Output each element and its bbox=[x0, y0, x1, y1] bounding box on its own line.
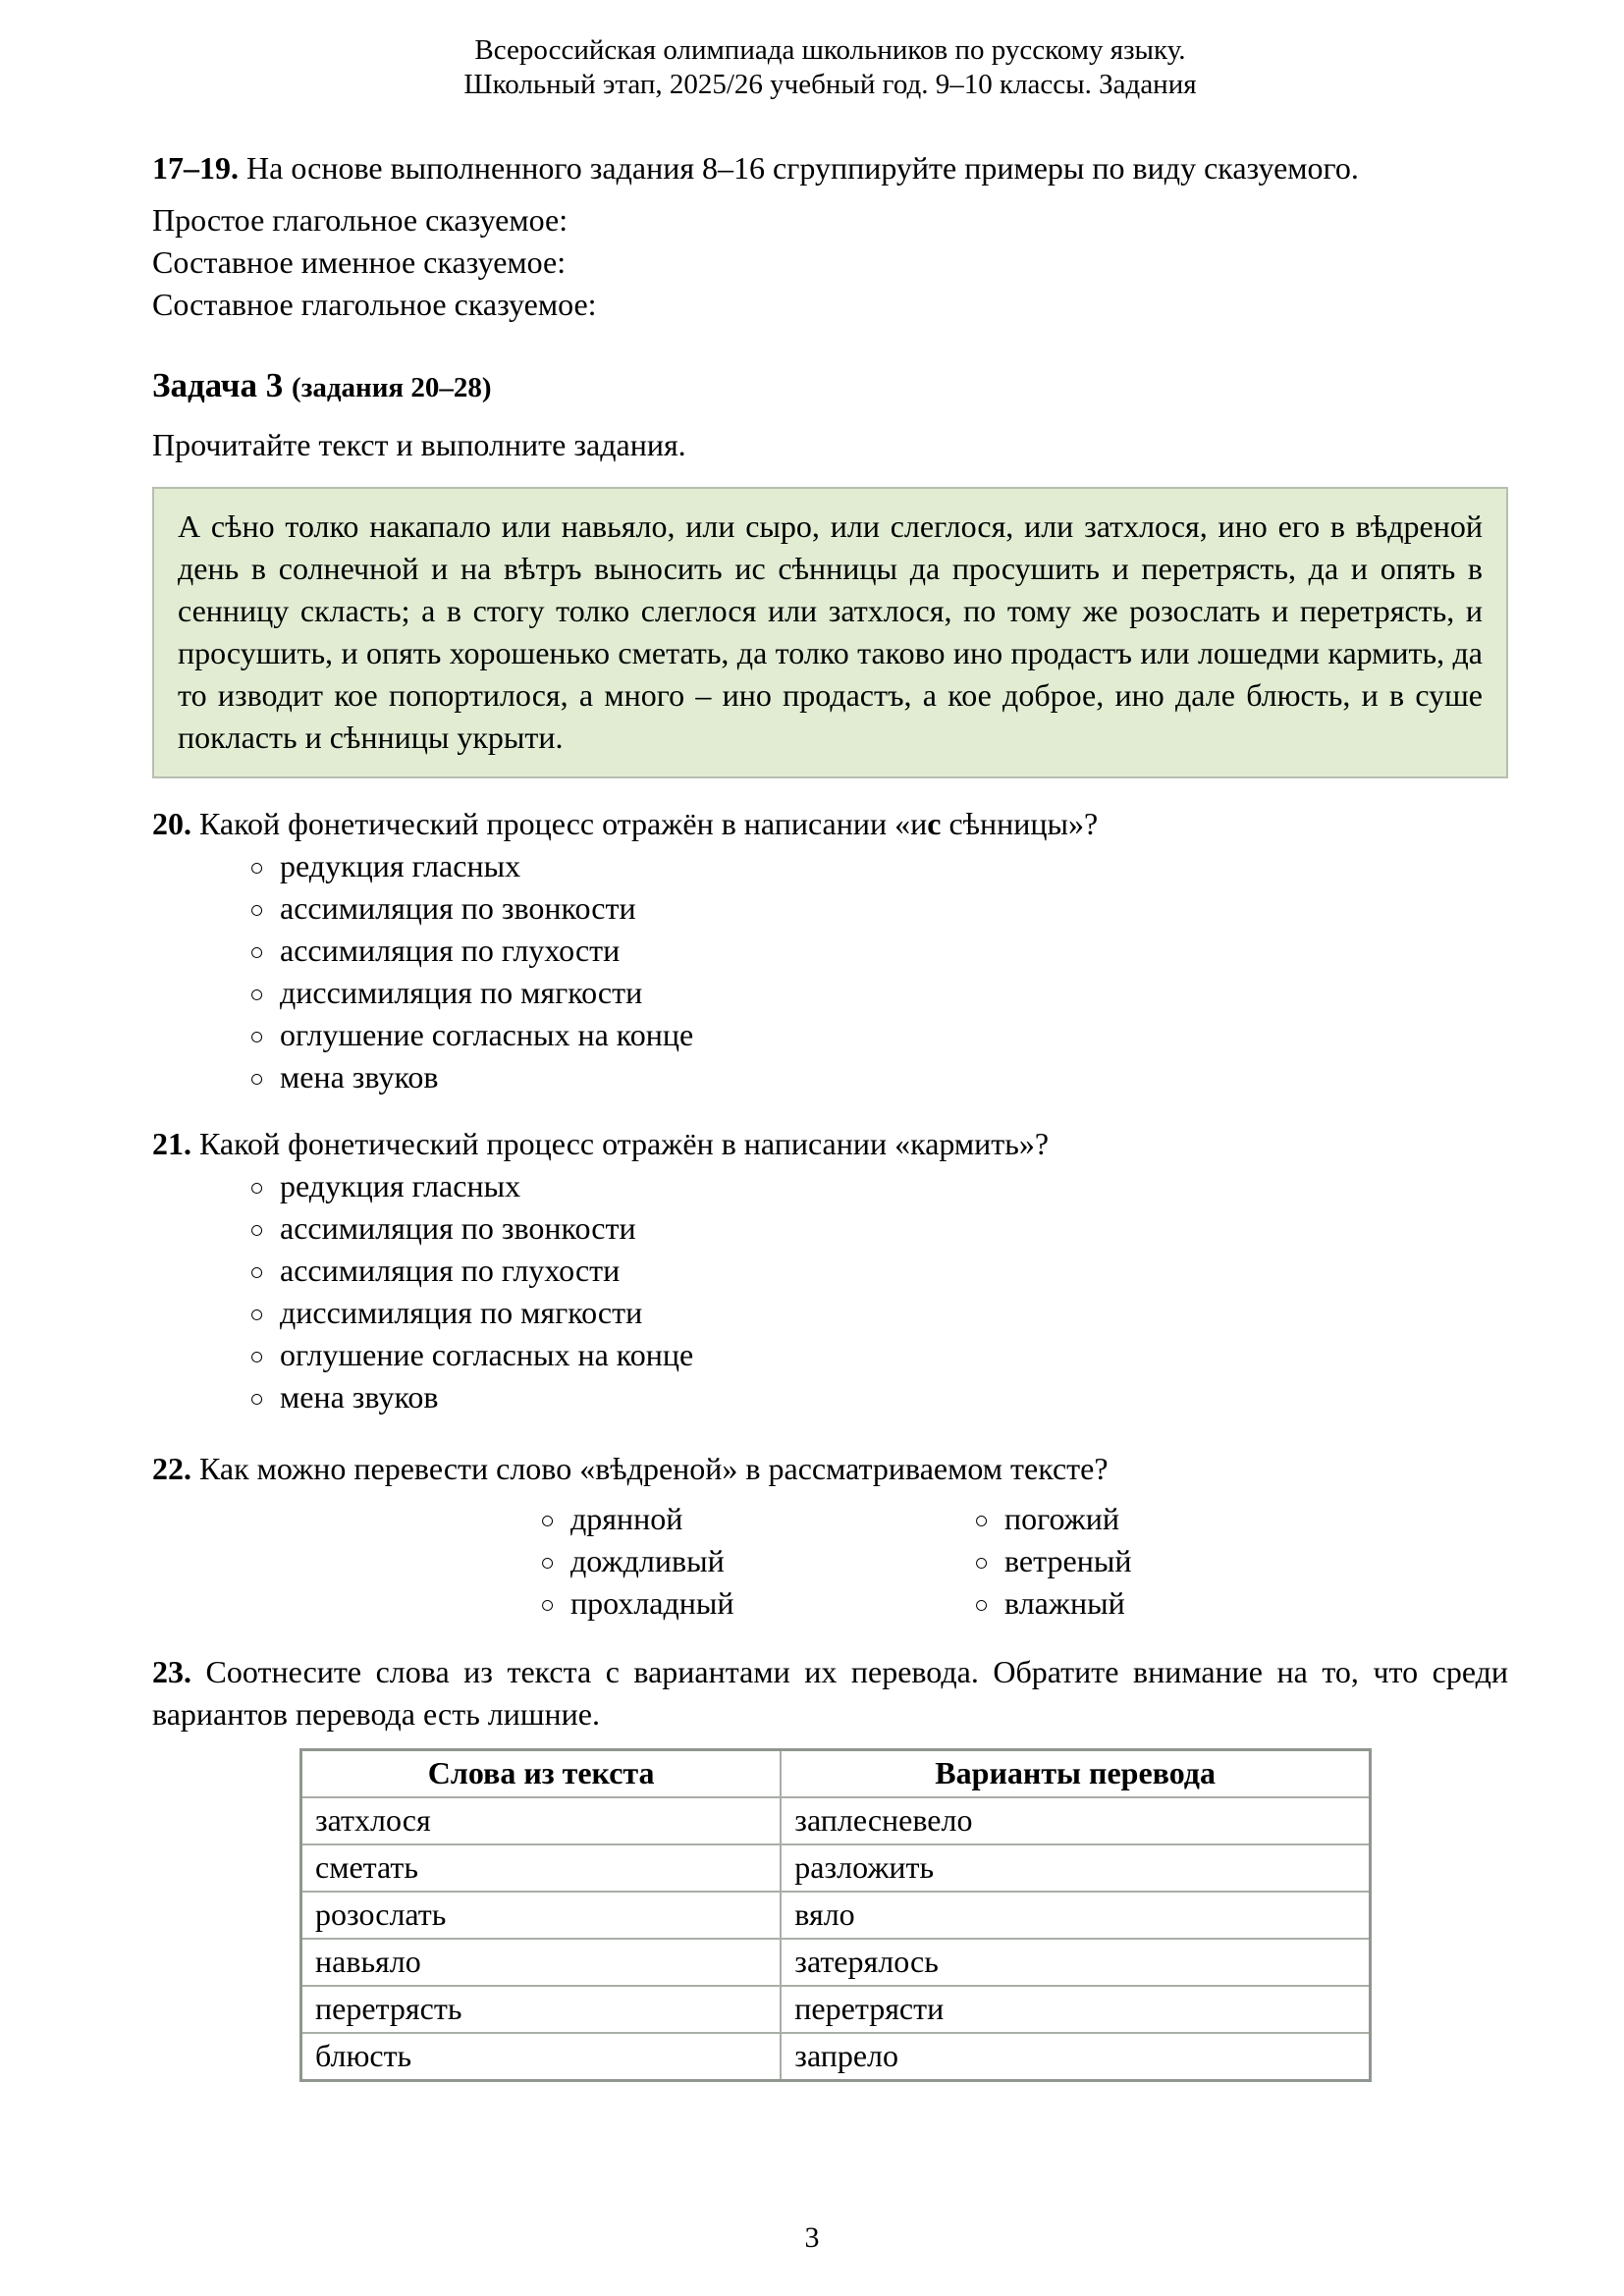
table-row bbox=[301, 1939, 1371, 1986]
question-20-options bbox=[152, 845, 1508, 1098]
option-row bbox=[249, 1165, 1508, 1207]
table-row bbox=[301, 1986, 1371, 2033]
word-cell: розослать bbox=[301, 1892, 782, 1939]
question-21-prompt: Какой фонетический процесс отражён в написании «кармить»? bbox=[199, 1126, 1050, 1161]
question-22 bbox=[152, 1448, 1508, 1490]
radio-circle-icon: ○ bbox=[249, 1175, 265, 1201]
question-21-number: 21. bbox=[152, 1126, 191, 1161]
word-cell: сметать bbox=[301, 1844, 782, 1892]
option-row bbox=[249, 887, 1508, 930]
radio-circle-icon: ○ bbox=[249, 1024, 265, 1050]
option-row bbox=[249, 972, 1508, 1014]
source-text-box bbox=[152, 487, 1508, 778]
option-row bbox=[249, 1056, 1508, 1098]
option-label: ассимиляция по глухости bbox=[280, 1253, 621, 1288]
word-cell: блюсть bbox=[301, 2033, 782, 2081]
task3-subtitle: (задания 20–28) bbox=[292, 372, 492, 403]
table-row bbox=[301, 1892, 1371, 1939]
radio-circle-icon: ○ bbox=[249, 939, 265, 966]
task-17-19-text: На основе выполненного задания 8–16 сгруппируйте примеры по виду сказуемого. bbox=[246, 150, 1359, 186]
option-row bbox=[249, 1292, 1508, 1334]
option-label: оглушение согласных на конце bbox=[280, 1017, 694, 1052]
source-text: А сѣно толко накапало или навьяло, или сыро, или слеглося, или затхлося, ино его в вѣдреной день в солнечной и на вѣтръ выносить ис сѣнницы да просушить и перетрясть, да и опять в сенницу скласть; а в стогу толко слеглося или затхлося, по тому же розослать и перетрясть, и просушить, и опять хорошенько сметать, да толко таково ино продастъ или лошедми кармить, да то изводит кое попортилося, а много – ино продастъ, а кое доброе, ино дале блюсть, и в суше покласть и сѣнницы укрыти. bbox=[178, 508, 1483, 755]
radio-circle-icon: ○ bbox=[249, 1302, 265, 1328]
option-label: диссимиляция по мягкости bbox=[280, 975, 643, 1010]
matching-table bbox=[299, 1748, 1372, 2082]
option-row bbox=[249, 1250, 1508, 1292]
translation-cell: затерялось bbox=[781, 1939, 1370, 1986]
option-row bbox=[974, 1498, 1508, 1540]
header-line-2: Школьный этап, 2025/26 учебный год. 9–10 классы. Задания bbox=[463, 69, 1197, 100]
translation-cell: заплесневело bbox=[781, 1797, 1370, 1844]
option-row bbox=[540, 1540, 974, 1582]
option-label: влажный bbox=[1004, 1585, 1125, 1621]
translation-cell: перетрясти bbox=[781, 1986, 1370, 2033]
option-row bbox=[540, 1498, 974, 1540]
option-row bbox=[249, 930, 1508, 972]
option-label: погожий bbox=[1004, 1501, 1120, 1536]
radio-circle-icon: ○ bbox=[249, 1386, 265, 1413]
question-23-number: 23. bbox=[152, 1654, 191, 1689]
header-line-1: Всероссийская олимпиада школьников по русскому языку. bbox=[474, 34, 1186, 66]
option-label: ассимиляция по звонкости bbox=[280, 890, 636, 926]
predicate-line-simple-verbal: Простое глагольное сказуемое: bbox=[152, 202, 568, 238]
option-row bbox=[249, 1376, 1508, 1418]
radio-circle-icon: ○ bbox=[249, 1259, 265, 1286]
option-label: ассимиляция по звонкости bbox=[280, 1210, 636, 1246]
option-label: редукция гласных bbox=[280, 1168, 521, 1203]
radio-circle-icon: ○ bbox=[540, 1550, 556, 1576]
question-22-number: 22. bbox=[152, 1451, 191, 1486]
question-20-number: 20. bbox=[152, 806, 191, 841]
question-23-prompt: Соотнесите слова из текста с вариантами их перевода. Обратите внимание на то, что среди вариантов перевода есть лишние. bbox=[152, 1654, 1509, 1732]
translation-cell: разложить bbox=[781, 1844, 1370, 1892]
predicate-line-compound-verbal: Составное глагольное сказуемое: bbox=[152, 287, 597, 322]
option-label: дождливый bbox=[570, 1543, 725, 1578]
option-label: оглушение согласных на конце bbox=[280, 1337, 694, 1372]
translation-cell: запрело bbox=[781, 2033, 1370, 2081]
task-17-19-number: 17–19. bbox=[152, 150, 239, 186]
option-label: мена звуков bbox=[280, 1059, 439, 1095]
option-label: мена звуков bbox=[280, 1379, 439, 1415]
radio-circle-icon: ○ bbox=[974, 1550, 990, 1576]
option-label: прохладный bbox=[570, 1585, 734, 1621]
predicate-type-lines bbox=[152, 199, 1508, 326]
task3-heading bbox=[152, 363, 1508, 410]
word-cell: навьяло bbox=[301, 1939, 782, 1986]
radio-circle-icon: ○ bbox=[540, 1508, 556, 1534]
table-row bbox=[301, 1797, 1371, 1844]
option-row bbox=[249, 1207, 1508, 1250]
question-20-prompt-suffix: сѣнницы»? bbox=[941, 806, 1099, 841]
question-20-prompt-prefix: Какой фонетический процесс отражён в написании «и bbox=[199, 806, 928, 841]
question-21 bbox=[152, 1123, 1508, 1165]
radio-circle-icon: ○ bbox=[249, 897, 265, 924]
radio-circle-icon: ○ bbox=[540, 1592, 556, 1619]
word-cell: затхлося bbox=[301, 1797, 782, 1844]
option-row bbox=[974, 1582, 1508, 1625]
task3-instruction: Прочитайте текст и выполните задания. bbox=[152, 427, 686, 462]
radio-circle-icon: ○ bbox=[249, 1344, 265, 1370]
table-row bbox=[301, 1844, 1371, 1892]
radio-circle-icon: ○ bbox=[249, 1066, 265, 1093]
table-header-row bbox=[301, 1750, 1371, 1798]
option-label: дрянной bbox=[570, 1501, 683, 1536]
radio-circle-icon: ○ bbox=[249, 1217, 265, 1244]
option-row bbox=[249, 845, 1508, 887]
question-20-prompt-bold: с bbox=[927, 806, 942, 841]
option-row bbox=[249, 1334, 1508, 1376]
question-20 bbox=[152, 803, 1508, 845]
option-label: диссимиляция по мягкости bbox=[280, 1295, 643, 1330]
option-row bbox=[540, 1582, 974, 1625]
table-row bbox=[301, 2033, 1371, 2081]
question-23 bbox=[152, 1651, 1508, 1735]
task-17-19-paragraph bbox=[152, 147, 1508, 189]
option-row bbox=[974, 1540, 1508, 1582]
option-label: ветреный bbox=[1004, 1543, 1132, 1578]
option-label: редукция гласных bbox=[280, 848, 521, 883]
question-22-options bbox=[152, 1498, 1508, 1625]
question-22-prompt: Как можно перевести слово «вѣдреной» в рассматриваемом тексте? bbox=[199, 1451, 1109, 1486]
radio-circle-icon: ○ bbox=[974, 1508, 990, 1534]
predicate-line-compound-nominal: Составное именное сказуемое: bbox=[152, 244, 567, 280]
question-21-options bbox=[152, 1165, 1508, 1418]
radio-circle-icon: ○ bbox=[249, 855, 265, 881]
translation-cell: вяло bbox=[781, 1892, 1370, 1939]
radio-circle-icon: ○ bbox=[249, 982, 265, 1008]
table-header-translations: Варианты перевода bbox=[781, 1750, 1370, 1798]
option-row bbox=[249, 1014, 1508, 1056]
table-header-words: Слова из текста bbox=[301, 1750, 782, 1798]
page-number: 3 bbox=[804, 2221, 820, 2254]
task3-title: Задача 3 bbox=[152, 366, 284, 404]
word-cell: перетрясть bbox=[301, 1986, 782, 2033]
option-label: ассимиляция по глухости bbox=[280, 933, 621, 968]
radio-circle-icon: ○ bbox=[974, 1592, 990, 1619]
